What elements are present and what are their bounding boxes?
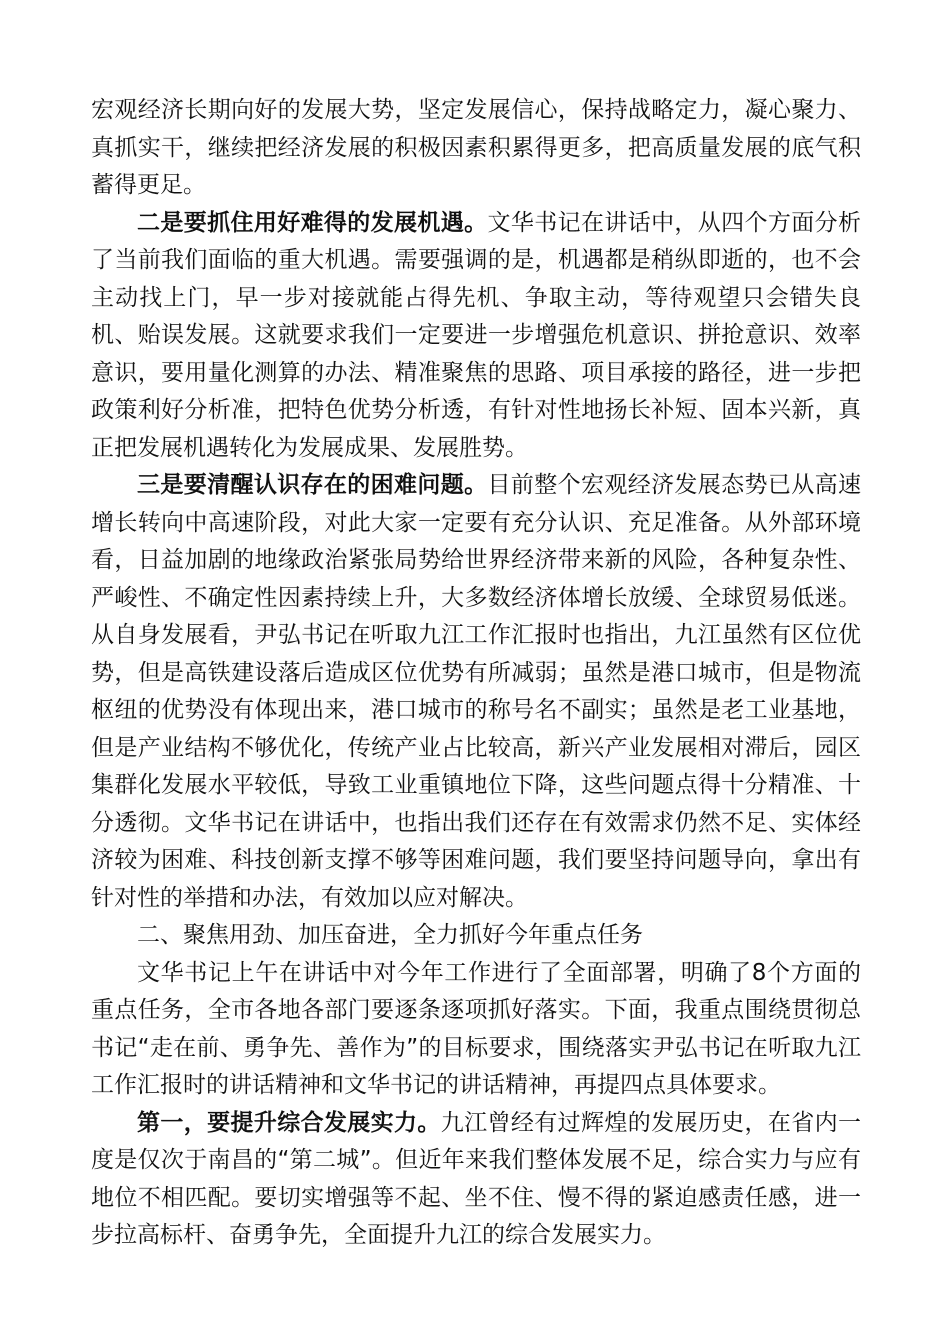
paragraph-text: 目前整个宏观经济发展态势已从高速增长转向中高速阶段，对此大家一定要有充分认识、充足准备。从外部环境看，日益加剧的地缘政治紧张局势给世界经济带来新的风险，各种复杂性、严峻性、不确定性因素持续上升，大多数经济体增长放缓、全球贸易低迷。从自身发展看，尹弘书记在听取九江工作汇报时也指出，九江虽然有区位优势，但是高铁建设落后造成区位优势有所减弱；虽然是港口城市，但是物流枢纽的优势没有体现出来，港口城市的称号名不副实；虽然是老工业基地，但是产业结构不够优化，传统产业占比较高，新兴产业发展相对滞后，园区集群化发展水平较低，导致工业重镇地位下降，这些问题点得十分精准、十分透彻。文华书记在讲话中，也指出我们还存在有效需求仍然不足、实体经济较为困难、科技创新支撑不够等困难问题，我们要坚持问题导向，拿出有针对性的举措和办法，有效加以应对解决。 xyxy=(91,472,862,911)
section-heading: 二、聚焦用劲、加压奋进，全力抓好今年重点任务 xyxy=(137,922,643,948)
paragraph-text: 文华书记上午在讲话中对今年工作进行了全面部署，明确了8个方面的重点任务，全市各地各部门要逐条逐项抓好落实。下面，我重点围绕贯彻总书记“走在前、勇争先、善作为”的目标要求，围绕落实尹弘书记在听取九江工作汇报时的讲话精神和文华书记的讲话精神，再提四点具体要求。 xyxy=(91,959,861,1098)
paragraph-lead: 二是要抓住用好难得的发展机遇。 xyxy=(137,209,488,236)
paragraph-tasks-intro xyxy=(91,955,861,1105)
paragraph-difficulties xyxy=(91,467,861,917)
paragraph-text: 文华书记在讲话中，从四个方面分析了当前我们面临的重大机遇。需要强调的是，机遇都是稍纵即逝的，也不会主动找上门，早一步对接就能占得先机、争取主动，等待观望只会错失良机、贻误发展。这就要求我们一定要进一步增强危机意识、拼抢意识、效率意识，要用量化测算的办法、精准聚焦的思路、项目承接的路径，进一步把政策利好分析准，把特色优势分析透，有针对性地扬长补短、固本兴新，真正把发展机遇转化为发展成果、发展胜势。 xyxy=(91,209,862,461)
paragraph-first-requirement xyxy=(91,1105,861,1255)
paragraph-text: 宏观经济长期向好的发展大势，坚定发展信心，保持战略定力，凝心聚力、真抓实干，继续把经济发展的积极因素积累得更多，把高质量发展的底气积蓄得更足。 xyxy=(91,97,861,198)
paragraph-opportunities xyxy=(91,205,861,468)
paragraph-continuation xyxy=(91,92,861,205)
paragraph-lead: 三是要清醒认识存在的困难问题。 xyxy=(137,472,488,498)
paragraph-lead: 第一，要提升综合发展实力。 xyxy=(137,1109,441,1136)
paragraph-text: 九江曾经有过辉煌的发展历史，在省内一度是仅次于南昌的“第二城”。但近年来我们整体发展不足，综合实力与应有地位不相匹配。要切实增强等不起、坐不住、慢不得的紧迫感责任感，进一步拉高标杆、奋勇争先，全面提升九江的综合发展实力。 xyxy=(91,1109,862,1248)
document-body xyxy=(91,92,861,1255)
